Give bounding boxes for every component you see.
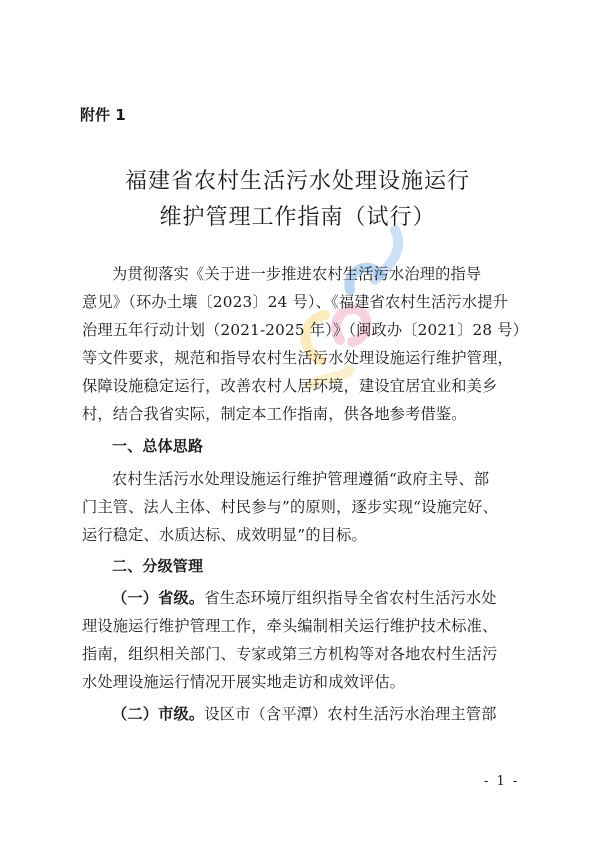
body-text: 省生态环境厅组织指导全省农村生活污水处 xyxy=(204,589,497,607)
body-line: 水处理设施运行情况开展实地走访和成效评估。 xyxy=(82,673,406,691)
body-line: 运行稳定、水质达标、成效明显”的目标。 xyxy=(82,526,367,544)
section-heading: 二、分级管理 xyxy=(112,557,204,575)
body-line xyxy=(112,703,544,724)
intro-line: 保障设施稳定运行，改善农村人居环境，建设宜居宜业和美乡 xyxy=(82,377,498,395)
intro-line: 治理五年行动计划（2021-2025 年）》（闽政办〔2021〕28 号） xyxy=(82,321,529,339)
intro-line: 意见》（环办土壤〔2023〕24 号）、《福建省农村生活污水提升 xyxy=(82,293,509,311)
subsection-label: （一）省级。 xyxy=(112,589,205,607)
page-number: - 1 - xyxy=(484,774,520,789)
section-heading: 一、总体思路 xyxy=(112,437,204,455)
document-title-line1: 福建省农村生活污水处理设施运行 xyxy=(124,169,470,194)
body-line: 理设施运行维护管理工作，牵头编制相关运行维护技术标准、 xyxy=(82,617,498,635)
body-line: 农村生活污水处理设施运行维护管理遵循“政府主导、部 xyxy=(112,470,490,488)
attachment-label: 附件 1 xyxy=(80,106,126,124)
subsection-label: （二）市级。 xyxy=(112,705,205,723)
intro-line: 为贯彻落实《关于进一步推进农村生活污水治理的指导 xyxy=(112,265,482,283)
body-line xyxy=(112,587,544,608)
body-line: 门主管、法人主体、村民参与”的原则，逐步实现“设施完好、 xyxy=(82,498,499,516)
body-line: 指南，组织相关部门、专家或第三方机构等对各地农村生活污 xyxy=(82,645,498,663)
intro-line: 村，结合我省实际，制定本工作指南，供各地参考借鉴。 xyxy=(82,405,467,423)
document-title-line2: 维护管理工作指南（试行） xyxy=(159,205,436,230)
body-text: 设区市（含平潭）农村生活污水治理主管部 xyxy=(204,705,497,723)
intro-line: 等文件要求，规范和指导农村生活污水处理设施运行维护管理， xyxy=(82,349,513,367)
